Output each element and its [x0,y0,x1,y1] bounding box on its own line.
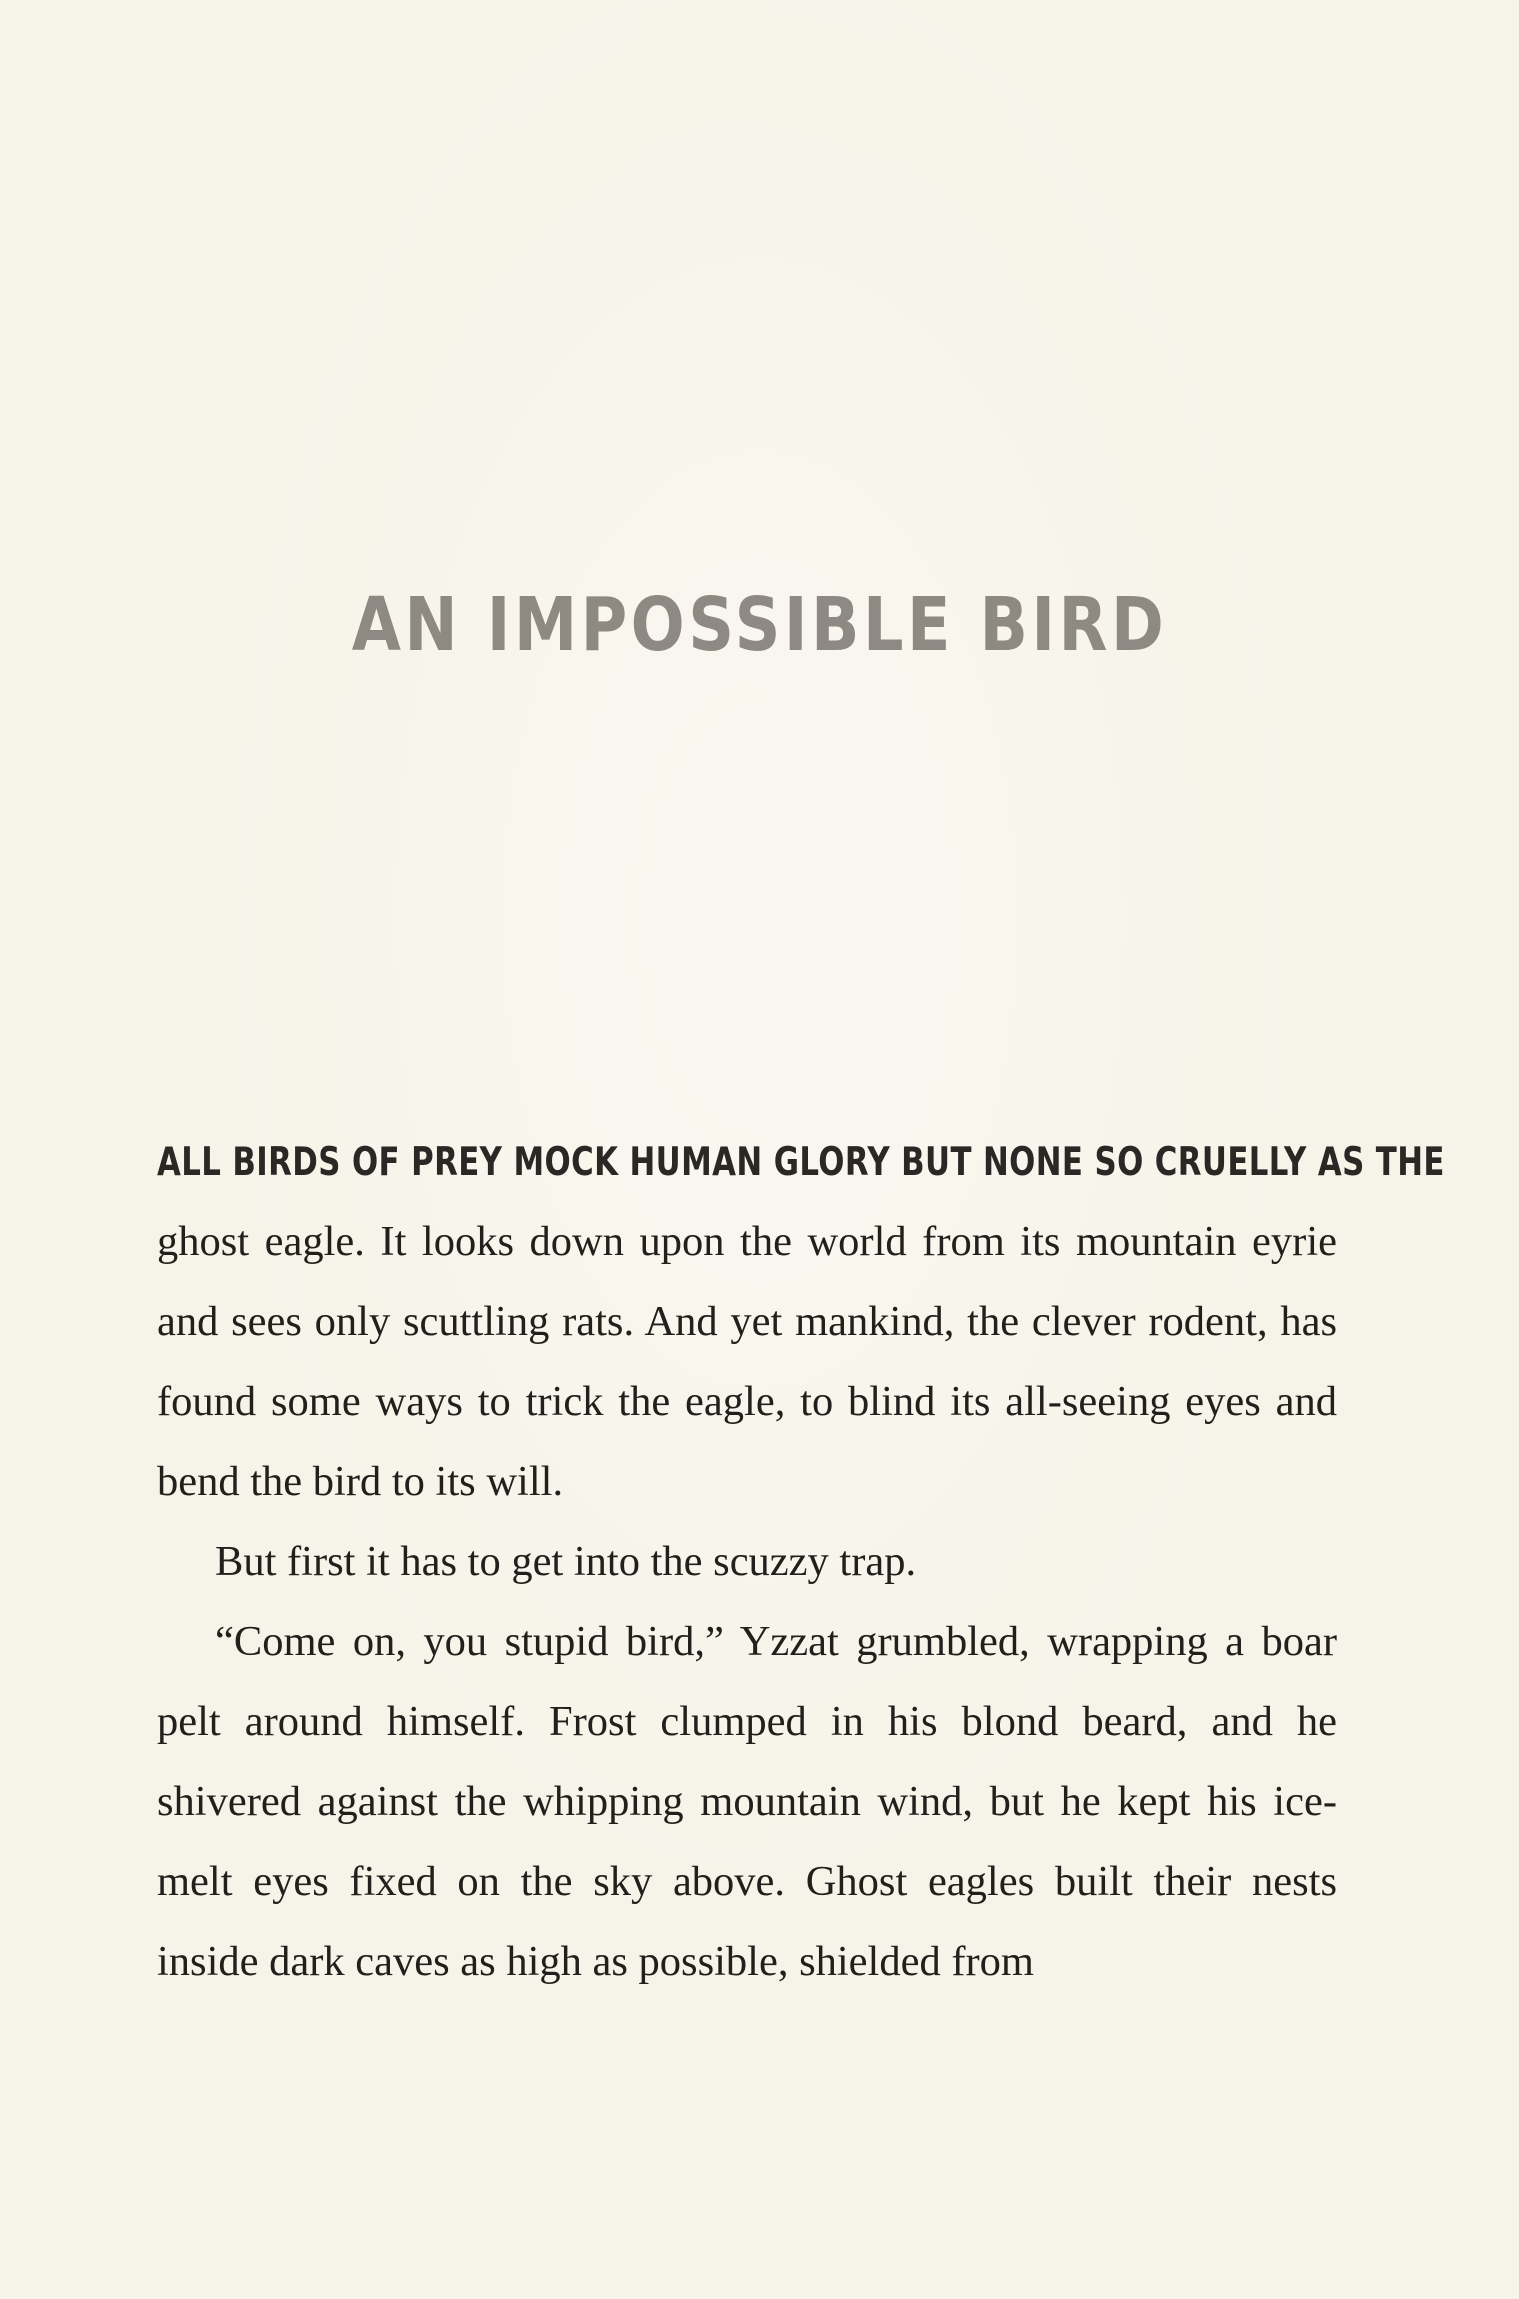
paragraph-2: But first it has to get into the scuzzy trap. [215,1538,917,1585]
lead-line [157,1122,1445,1202]
paragraph-1: ghost eagle. It looks down upon the world from its mountain eyrie and sees only scuttling rats. And yet mankind, the clever rodent, has found some ways to trick the eagle, to blind its all-seeing eyes and bend the bird to its will. [157,1218,1337,1505]
chapter-body [157,1122,1445,2002]
paragraph-3: “Come on, you stupid bird,” Yzzat grumbled, wrapping a boar pelt around himself. Frost clumped in his blond beard, and he shivered against the whipping mountain wind, but he kept his ice-melt eyes fixed on the sky above. Ghost eagles built their nests inside dark caves as high as possible, shielded from [157,1618,1337,1985]
lead-in-small-caps: ALL BIRDS OF PREY MOCK HUMAN GLORY BUT NONE SO CRUELLY AS THE [157,1140,1445,1185]
chapter-title: AN IMPOSSIBLE BIRD [351,582,1168,668]
